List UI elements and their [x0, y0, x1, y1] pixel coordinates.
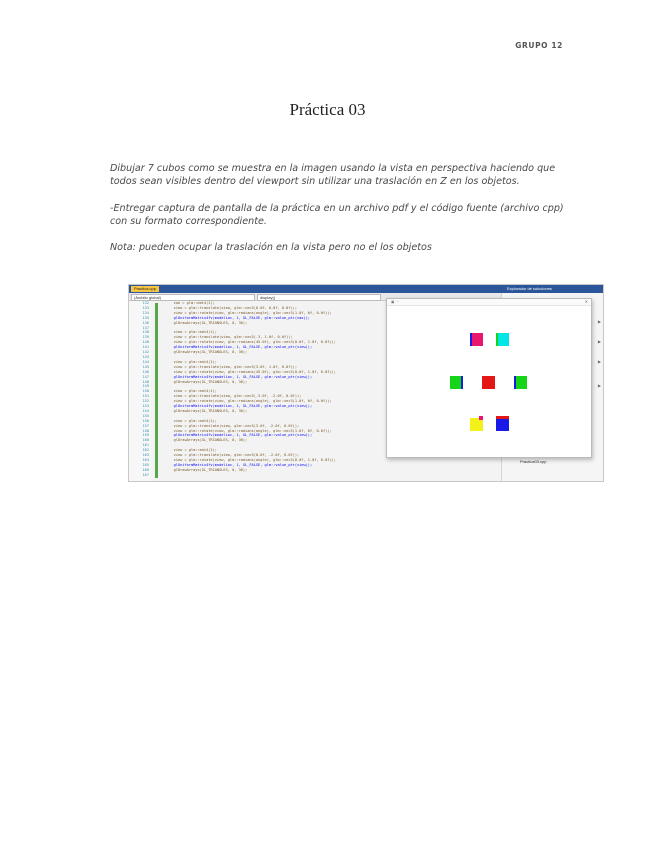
line-number: 151 [142, 394, 149, 399]
line-number: 154 [142, 408, 149, 413]
scope-combo: (Ámbito global) [131, 294, 255, 301]
line-number: 164 [142, 458, 149, 462]
line-number: 162 [142, 448, 149, 453]
opengl-window [386, 298, 592, 458]
function-combo: display() [257, 294, 381, 301]
line-number: 166 [142, 467, 149, 472]
line-number: 157 [142, 423, 149, 428]
line-number: 140 [142, 340, 149, 345]
cube-middle-right [514, 376, 527, 389]
panel-arrow-icon: ▶ [597, 339, 601, 344]
line-number: 153 [142, 404, 149, 409]
line-number: 147 [142, 374, 149, 379]
line-number: 165 [142, 462, 149, 467]
opengl-window-bar [387, 299, 591, 306]
line-number: 137 [142, 325, 149, 330]
line-number: 146 [142, 369, 149, 374]
line-number: 139 [142, 335, 149, 340]
line-number: 143 [142, 354, 149, 359]
line-number-gutter [129, 301, 151, 481]
cube-top-right [496, 333, 509, 346]
header-group-label: GRUPO 12 [515, 41, 563, 50]
changes-bar [155, 303, 158, 478]
line-number: 148 [142, 379, 149, 384]
close-icon: ✕ [584, 299, 588, 304]
cube-top-left [470, 333, 483, 346]
line-number: 136 [142, 320, 149, 325]
cube-bottom-left [470, 418, 483, 431]
panel-arrow-icon: ▶ [597, 359, 601, 364]
line-number: 149 [142, 384, 149, 389]
line-number: 158 [142, 428, 149, 433]
ide-file-tab: Practica.cpp [131, 286, 159, 292]
line-number: 132 [142, 301, 149, 305]
line-number: 161 [142, 443, 149, 448]
line-number: 163 [142, 453, 149, 458]
code-editor: vao = glm::mat4(1); view = glm::translate(view, glm::vec3(0.0f, 0.0f, 0.0f)); view = glm::rotate(view, glm::radians(angle), glm::vec3(1.0f, 0f, 0.0f)); glUniformMatrix4fv(modelLoc, 1, GL_FALSE, glm::value_ptr(vao)); glDrawArrays(GL_TRIANGLES, 0, 36); view = glm::mat4(1); view = glm::translate(view, glm::vec3(-3, 1.0f, 0.0f)); view = glm::rotate(view, glm::radians(45.0f), glm::vec3(0.0f, 1.0f, 0.0f)); glUniformMatrix4fv(modelLoc, 1, GL_FALSE, glm::value_ptr(view)); glDrawArrays(GL_TRIANGLES, 0, 36); view = glm::mat4(1); view = glm::translate(view, glm::vec3(3.0f, 1.0f, 0.0f)); view = glm::rotate(view, glm::radians(45.0f), glm::vec3(0.0f, 1.0f, 0.0f)); glUniformMatrix4fv(modelLoc, 1, GL_FALSE, glm::value_ptr(view)); glDrawArrays(GL_TRIANGLES, 0, 36); view = glm::mat4(1); view = glm::translate(view, glm::vec3(-3.0f, -2.0f, 0.0f)); view = glm::rotate(view, glm::radians(angle), glm::vec3(1.0f, 0f, 0.0f)); glUniformMatrix4fv(modelLoc, 1, GL_FALSE, glm::value_ptr(view)); glDrawArrays(GL_TRIANGLES, 0, 36); view = glm::mat4(1); view = glm::translate(view, glm::vec3(3.0f, -2.0f, 0.0f)); view = glm::rotate(view, glm::radians(angle), glm::vec3(1.0f, 0f, 0.0f)); glUniformMatrix4fv(modelLoc, 1, GL_FALSE, glm::value_ptr(view)); glDrawArrays(GL_TRIANGLES, 0, 36); view = glm::mat4(1); view = glm::translate(view, glm::vec3(0.0f, -2.0f, 0.0f)); view = glm::rotate(view, glm::radians(angle), glm::vec3(0.0f, 1.0f, 0.0f)); glUniformMatrix4fv(modelLoc, 1, GL_FALSE, glm::value_ptr(view)); glDrawArrays(GL_TRIANGLES, 0, 36); [165, 301, 336, 472]
line-number: 141 [142, 345, 149, 350]
line-number: 167 [142, 472, 149, 477]
line-number: 159 [142, 433, 149, 438]
panel-file-item: Practica03.cpp [520, 459, 547, 464]
line-number: 160 [142, 438, 149, 443]
line-number: 156 [142, 418, 149, 423]
panel-arrow-icon: ▶ [597, 319, 601, 324]
line-number: 150 [142, 389, 149, 394]
window-icon: ▣ ··· [391, 300, 399, 304]
line-number: 145 [142, 364, 149, 369]
line-number: 133 [142, 305, 149, 310]
cube-center [482, 376, 495, 389]
page-title: Práctica 03 [289, 100, 366, 119]
panel-arrow-icon: ▶ [597, 383, 601, 388]
line-number: 134 [142, 310, 149, 315]
ide-title-bar [129, 285, 603, 293]
cube-middle-left [450, 376, 463, 389]
ide-solution-tab: Explorador de soluciones [507, 286, 552, 291]
line-number: 144 [142, 359, 149, 364]
ide-screenshot [128, 284, 604, 482]
line-number: 152 [142, 399, 149, 404]
line-number: 138 [142, 330, 149, 335]
note-paragraph: Nota: pueden ocupar la traslación en la vista pero no el los objetos [110, 242, 432, 253]
delivery-paragraph: -Entregar captura de pantalla de la práctica en un archivo pdf y el código fuente (archivo cpp) con su formato correspondiente. [110, 203, 564, 227]
instruction-paragraph: Dibujar 7 cubos como se muestra en la imagen usando la vista en perspectiva haciendo que todos sean visibles dentro del viewport sin utilizar una traslación en Z en los objetos. [110, 163, 556, 187]
line-number: 135 [142, 315, 149, 320]
line-number: 155 [142, 413, 149, 418]
line-number: 142 [142, 350, 149, 355]
cube-bottom-right [496, 418, 509, 431]
